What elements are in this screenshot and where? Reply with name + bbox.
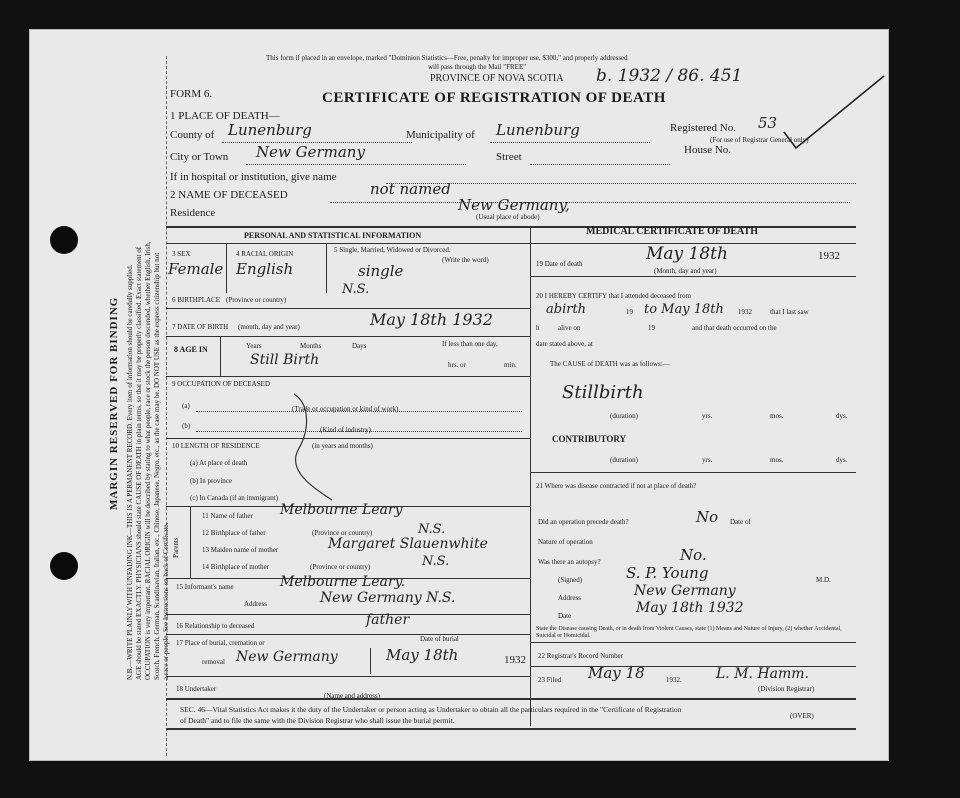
residence-c-label: (c) In Canada (if an immigrant) — [190, 494, 279, 502]
binder-hole — [50, 552, 78, 580]
place-of-death-heading: 1 PLACE OF DEATH— — [170, 110, 280, 122]
sex-value: Female — [168, 260, 224, 278]
operation-label: Did an operation precede death? — [538, 518, 629, 526]
cause-yrs-label: yrs. — [702, 412, 713, 420]
registrar-signature: L. M. Hamm. — [716, 666, 809, 682]
residence-a-label: (a) At place of death — [190, 459, 248, 467]
sec46-note: SEC. 46—Vital Statistics Act makes it the duty of the Undertaker or person acting as Undertaker to obtain all the particulars required in the "Certificate of Registration — [180, 705, 682, 714]
occupation-b-label: (b) — [182, 422, 191, 430]
under-day-label: If less than one day, — [442, 340, 498, 348]
filed-label: 23 Filed — [538, 676, 562, 684]
registered-no-value: 53 — [758, 114, 778, 132]
operation-nature-label: Nature of operation — [538, 538, 593, 546]
months-label: Months — [300, 342, 322, 350]
date-stated-label: date stated above, at — [536, 340, 593, 348]
undertaker-note: (Name and address) — [324, 692, 380, 700]
strike-through-mark — [280, 390, 340, 505]
binding-divider — [166, 56, 167, 756]
burial-place-value: New Germany — [236, 649, 338, 665]
cause-duration-label: (duration) — [610, 412, 638, 420]
registrar-note: (Division Registrar) — [758, 685, 815, 693]
street-label: Street — [496, 151, 522, 163]
registered-no-label: Registered No. — [670, 122, 736, 134]
birthplace-note: (Province or country) — [226, 296, 287, 304]
cause-label: The CAUSE of DEATH was as follows:— — [550, 360, 670, 368]
over-label: (OVER) — [790, 712, 814, 720]
death-date-label: 19 Date of death — [536, 260, 583, 268]
filed-year-value: 1932. — [666, 676, 682, 684]
cause-value: Stillbirth — [562, 382, 644, 403]
registered-note: (For use of Registrar General only) — [710, 136, 809, 144]
hrs-label: hrs. or — [448, 361, 466, 369]
county-value: Lunenburg — [228, 121, 312, 139]
burial-date-value: May 18th — [386, 646, 459, 664]
envelope-notice-2: will pass through the Mail "FREE" — [428, 63, 527, 71]
residence-length-label: 10 LENGTH OF RESIDENCE — [172, 442, 260, 450]
province-label: PROVINCE OF NOVA SCOTIA — [430, 73, 564, 84]
certify-label: 20 I HEREBY CERTIFY that I attended deceased from — [536, 292, 691, 300]
marital-note: (Write the word) — [442, 256, 489, 264]
county-label: County of — [170, 129, 215, 141]
md-label: M.D. — [816, 576, 831, 584]
days-label: Days — [352, 342, 367, 350]
father-birthplace-value: N.S. — [418, 522, 446, 537]
death-occurred-label: and that death occurred on the — [692, 324, 777, 332]
municipality-label: Municipality of — [406, 129, 475, 141]
informant-address-value: New Germany N.S. — [320, 590, 456, 606]
removal-label: removal — [202, 658, 225, 666]
envelope-notice: This form if placed in an envelope, marked "Dominion Statistics—Free, penalty for improper use, $300," and properly addressed — [266, 54, 628, 62]
deceased-name-label: 2 NAME OF DECEASED — [170, 189, 288, 201]
city-value: New Germany — [256, 143, 365, 161]
physician-date-value: May 18th 1932 — [636, 600, 744, 616]
age-value: Still Birth — [250, 352, 320, 368]
certify-from-value: abirth — [546, 302, 587, 317]
filed-date-value: May 18 — [588, 664, 645, 682]
parents-label: Parents — [172, 537, 180, 558]
certify-to-value: to May 18th — [644, 302, 724, 317]
autopsy-label: Was there an autopsy? — [538, 558, 601, 566]
physician-date-label: Date — [558, 612, 572, 620]
contributory-mos-label: mos. — [770, 456, 784, 464]
certify-19: 19 — [626, 308, 633, 316]
house-no-label: House No. — [684, 144, 732, 156]
municipality-value: Lunenburg — [496, 121, 580, 139]
residence-note: (Usual place of abode) — [476, 213, 540, 221]
disease-contracted-label: 21 Where was disease contracted if not at place of death? — [536, 482, 697, 490]
father-birthplace-label: 12 Birthplace of father — [202, 529, 266, 537]
father-birthplace-note: (Province or country) — [312, 529, 373, 537]
handwritten-reference: b. 1932 / 86. 451 — [596, 66, 743, 86]
sec46-note-2: of Death" and to file the same with the Division Registrar who shall issue the burial permit. — [180, 716, 455, 725]
mother-value: Margaret Slauenwhite — [328, 536, 488, 552]
death-year-value: 1932 — [818, 250, 840, 262]
contributory-duration-label: (duration) — [610, 456, 638, 464]
violent-causes-note: State the Disease causing Death, or in death from Violent Causes, state (1) Means and Nature of Injury, (2) whether Accidental, Suicidal or Homicidal. — [536, 626, 842, 639]
birthplace-label: 6 BIRTHPLACE — [172, 296, 220, 304]
operation-value: No — [696, 508, 719, 526]
undertaker-label: 18 Undertaker — [176, 685, 217, 693]
years-label: Years — [246, 342, 262, 350]
birthplace-value: N.S. — [342, 282, 370, 297]
alive-19: 19 — [648, 324, 655, 332]
certificate-title: CERTIFICATE OF REGISTRATION OF DEATH — [322, 90, 666, 106]
physician-address-value: New Germany — [634, 583, 736, 599]
dob-value: May 18th 1932 — [370, 310, 493, 329]
sex-label: 3 SEX — [172, 250, 191, 258]
physician-signature: S. P. Young — [626, 564, 709, 582]
residence-length-note: (in years and months) — [312, 442, 373, 450]
deceased-name-value: not named — [370, 180, 451, 198]
residence-b-label: (b) In province — [190, 477, 232, 485]
burial-label: 17 Place of burial, cremation or — [176, 639, 265, 647]
alive-h: h — [536, 324, 540, 332]
occupation-label: 9 OCCUPATION OF DECEASED — [172, 380, 270, 388]
informant-value: Melbourne Leary. — [280, 574, 406, 590]
dob-note: (month, day and year) — [238, 323, 300, 331]
death-date-note: (Month, day and year) — [654, 267, 717, 275]
dob-label: 7 DATE OF BIRTH — [172, 323, 229, 331]
burial-year-value: 1932 — [504, 654, 526, 666]
death-date-value: May 18th — [646, 244, 728, 264]
occupation-a-label: (a) — [182, 402, 190, 410]
margin-instructions: N.B.—WRITE PLAINLY WITH UNFADING INK—THIS IS A PERMANENT RECORD. Every item of information should be carefully supplied. AGE should be stated EXACTLY. PHYSICIANS should state CAUSE OF DEATH in plain terms, so that it may be properly classified. Exact statement of OCCUPATION is very important. RACIAL ORIGIN will be described by stating to what people, race or stock the person descended, whether English, Irish, Scotch, French, German, Scandinavian, Italian, etc., Chinese, Japanese, Negro, etc., as the case may be. DO NOT USE as the express citizenship but not a race or people. See Instructions on back of Certificate. — [126, 241, 170, 680]
cause-dys-label: dys. — [836, 412, 848, 420]
binder-hole — [50, 226, 78, 254]
contributory-yrs-label: yrs. — [702, 456, 713, 464]
physician-address-label: Address — [558, 594, 581, 602]
occupation-a-note: (Trade or occupation or kind of work) — [292, 405, 399, 413]
city-label: City or Town — [170, 151, 229, 163]
residence-label: Residence — [170, 207, 216, 219]
registrar-check-mark — [778, 70, 888, 150]
relationship-value: father — [366, 612, 410, 628]
father-label: 11 Name of father — [202, 512, 253, 520]
burial-date-label: Date of burial — [420, 635, 459, 643]
alive-on-label: alive on — [558, 324, 581, 332]
mother-birthplace-label: 14 Birthplace of mother — [202, 563, 270, 571]
certify-last-saw: that I last saw — [770, 308, 809, 316]
contributory-label: CONTRIBUTORY — [552, 434, 627, 444]
medical-heading: MEDICAL CERTIFICATE OF DEATH — [586, 226, 758, 237]
certify-year: 1932 — [738, 308, 752, 316]
informant-label: 15 Informant's name — [176, 583, 234, 591]
cause-mos-label: mos. — [770, 412, 784, 420]
racial-label: 4 RACIAL ORIGIN — [236, 250, 294, 258]
informant-address-label: Address — [244, 600, 267, 608]
mother-label: 13 Maiden name of mother — [202, 546, 279, 554]
certificate-paper — [30, 30, 888, 760]
contributory-dys-label: dys. — [836, 456, 848, 464]
autopsy-value: No. — [680, 546, 707, 564]
personal-heading: PERSONAL AND STATISTICAL INFORMATION — [244, 231, 422, 240]
occupation-b-note: (Kind of industry) — [320, 426, 371, 434]
father-value: Melbourne Leary — [280, 502, 403, 518]
residence-value: New Germany, — [458, 196, 570, 214]
mother-birthplace-note: (Province or country) — [310, 563, 371, 571]
marital-value: single — [358, 262, 404, 280]
hospital-label: If in hospital or institution, give name — [170, 171, 337, 183]
racial-value: English — [236, 260, 294, 278]
binding-margin-label: MARGIN RESERVED FOR BINDING — [108, 296, 120, 510]
min-label: min. — [504, 361, 517, 369]
relationship-label: 16 Relationship to deceased — [176, 622, 255, 630]
operation-date-label: Date of — [730, 518, 751, 526]
record-number-label: 22 Registrar's Record Number — [538, 652, 624, 660]
signed-label: (Signed) — [558, 576, 583, 584]
marital-label: 5 Single, Married, Widowed or Divorced. — [334, 246, 451, 254]
mother-birthplace-value: N.S. — [422, 554, 450, 569]
form-number: FORM 6. — [170, 88, 213, 100]
age-label: 8 AGE IN — [174, 345, 208, 354]
